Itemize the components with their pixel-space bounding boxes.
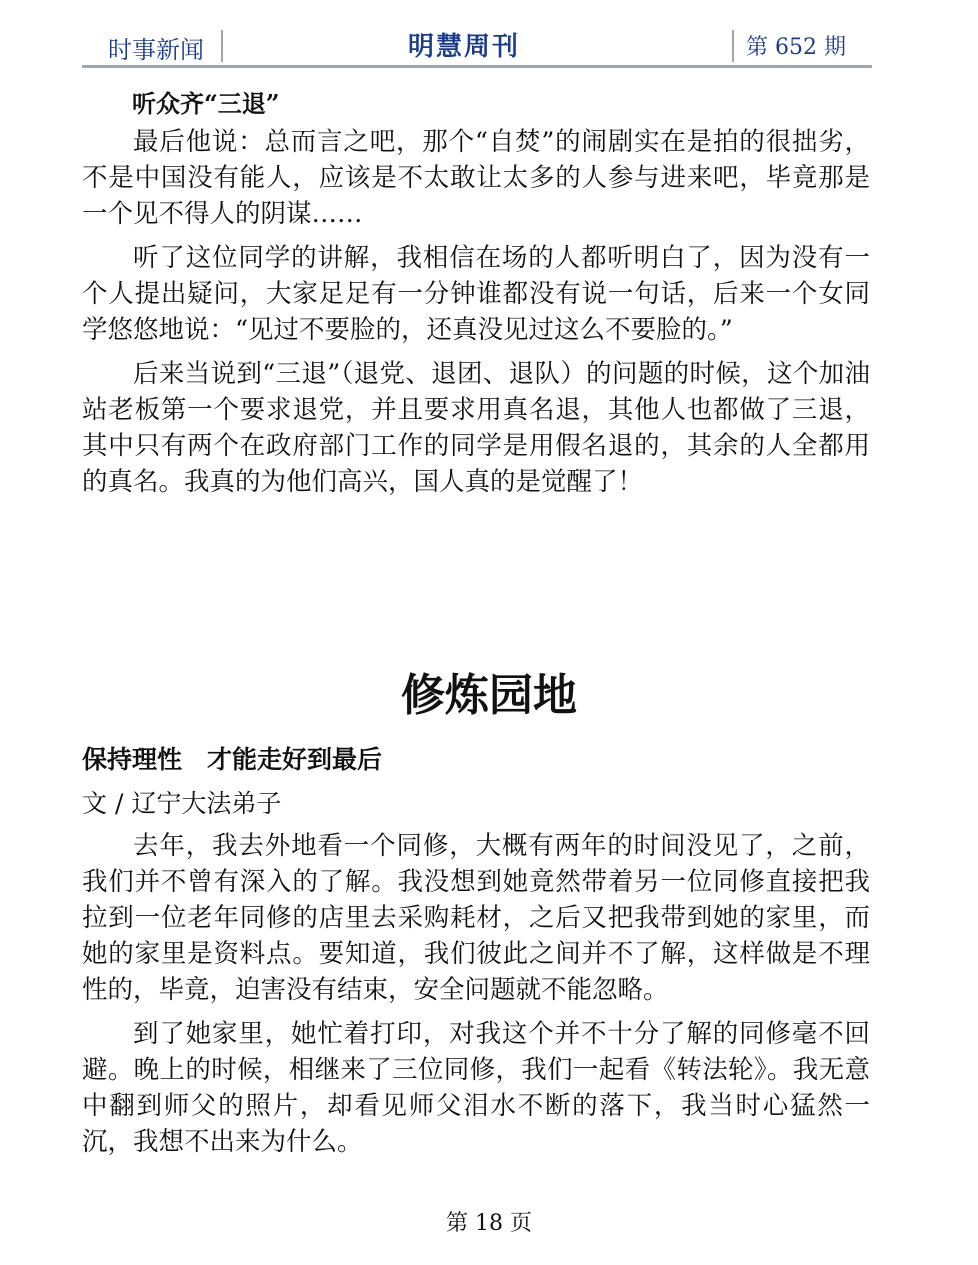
paragraph: 听了这位同学的讲解，我相信在场的人都听明白了，因为没有一个人提出疑问，大家足足有一分钟谁都没有说一句话，后来一个女同学悠悠地说：“见过不要脸的，还真没见过这么不要脸的。” (82, 243, 870, 345)
paragraph: 后来当说到“三退”（退党、退团、退队）的问题的时候，这个加油站老板第一个要求退党，并且要求用真名退，其他人也都做了三退，其中只有两个在政府部门工作的同学是用假名退的，其余的人全都用的真名。我真的为他们高兴，国人真的是觉醒了！ (82, 359, 870, 497)
paragraph: 去年，我去外地看一个同修，大概有两年的时间没见了，之前，我们并不曾有深入的了解。我没想到她竟然带着另一位同修直接把我拉到一位老年同修的店里去采购耗材，之后又把我带到她的家里，而她的家里是资料点。要知道，我们彼此之间并不了解，这样做是不理性的，毕竟，迫害没有结束，安全问题就不能忽略。 (82, 831, 870, 1005)
header-divider-left (221, 30, 223, 62)
header-rule (82, 65, 872, 68)
subheading: 听众齐“三退” (132, 89, 280, 118)
page-header (82, 24, 872, 68)
top-article-continuation (82, 86, 870, 508)
header-issue-number: 第 652 期 (746, 35, 846, 60)
header-section-name: 时事新闻 (108, 36, 204, 64)
paragraph: 最后他说：总而言之吧，那个“自焚”的闹剧实在是拍的很拙劣，不是中国没有能人，应该是不太敢让太多的人参与进来吧，毕竟那是一个见不得人的阴谋…… (82, 127, 870, 229)
page-number: 第 18 页 (446, 1211, 532, 1236)
article-byline: 文 / 辽宁大法弟子 (82, 789, 282, 818)
section-title: 修炼园地 (401, 670, 577, 721)
article-title: 保持理性 才能走好到最后 (82, 745, 383, 774)
paragraph: 到了她家里，她忙着打印，对我这个并不十分了解的同修毫不回避。晚上的时候，相继来了三位同修，我们一起看《转法轮》。我无意中翻到师父的照片，却看见师父泪水不断的落下，我当时心猛然一沉，我想不出来为什么。 (82, 1019, 870, 1157)
article (82, 740, 870, 1168)
header-publication-title: 明慧周刊 (408, 32, 521, 62)
header-divider-right (732, 30, 734, 62)
